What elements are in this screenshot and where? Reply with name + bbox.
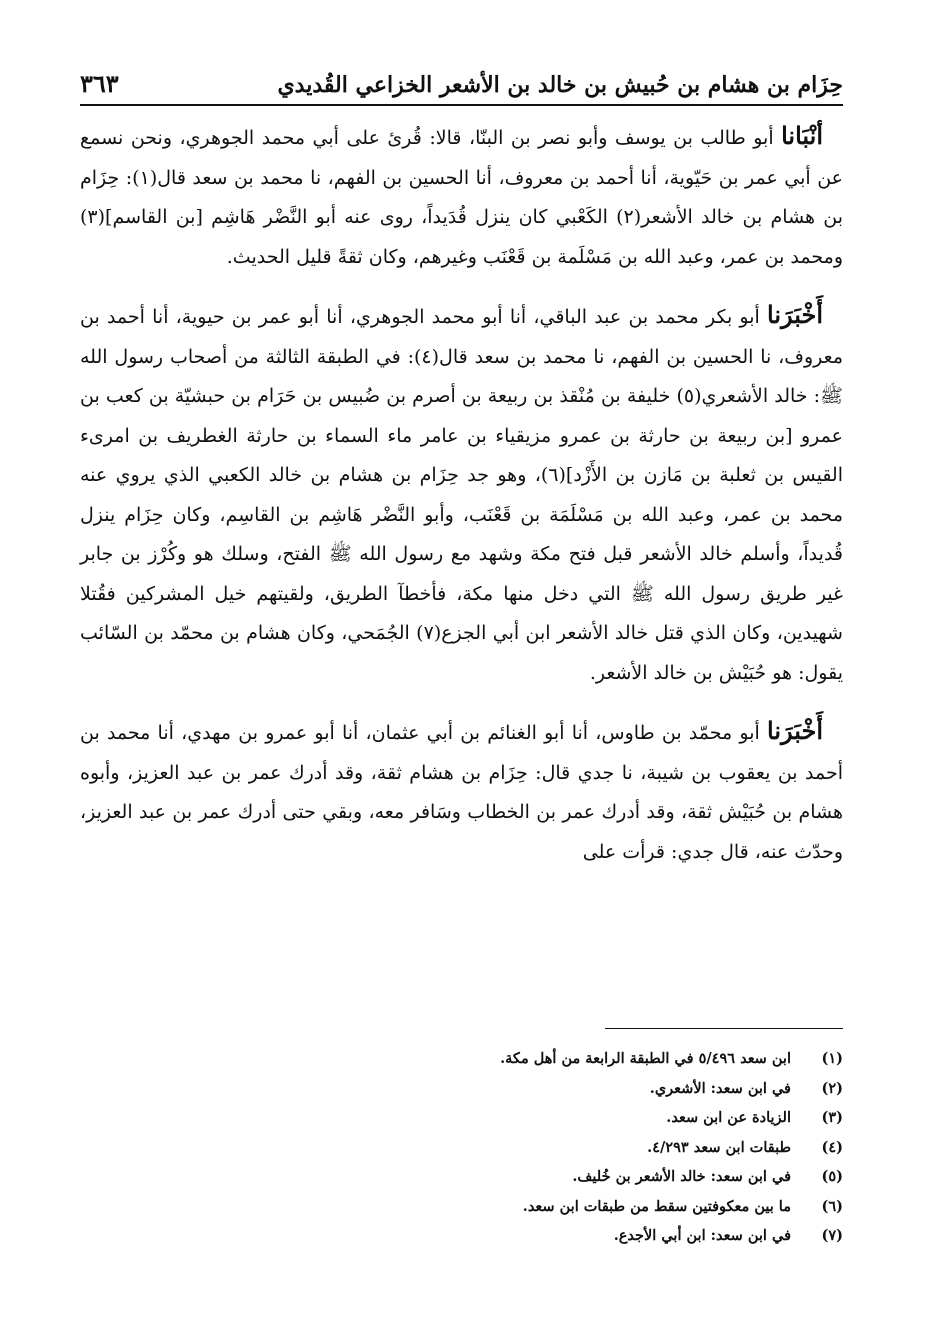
paragraph-lead: أَخْبَرَنا: [767, 300, 823, 329]
footnote-number: (١): [821, 1050, 843, 1067]
running-head: حِزَام بن هشام بن حُبيش بن خالد بن الأشعر الخزاعي القُديدي: [277, 72, 843, 98]
footnote-number: (٥): [821, 1168, 843, 1185]
footnote: [80, 1221, 843, 1251]
footnote-text: الزيادة عن ابن سعد.: [666, 1109, 791, 1126]
paragraph-text: أبو بكر محمد بن عبد الباقي، أنا أبو محمد الجوهري، أنا أبو عمر بن حيوية، أنا أحمد بن معروف، نا الحسين بن الفهم، نا محمد بن سعد قال(٤): في الطبقة الثالثة من أصحاب رسول الله ﷺ: خالد الأشعري(٥) خليفة بن مُنْقذ بن ربيعة بن أصرم بن ضُبيس بن حَرَام بن حبشيّة بن كعب بن عمرو [بن ربيعة بن حارثة بن عمرو مزيقياء بن عامر ماء السماء بن حارثة الغطريف بن امرىء القيس بن ثعلبة بن مَازن بن الأَزْد](٦)، وهو جد حِزَام بن هشام بن خالد الكعبي الذي يروي عنه محمد بن عمر، وعبد الله بن مَسْلَمَة بن قَعْنَب، وأبو النَّضْر هَاشِم بن القاسِم، وكان حِزَام ينزل قُديداً، وأسلم خالد الأشعر قبل فتح مكة وشهد مع رسول الله ﷺ الفتح، وسلك هو وكُرْز بن جابر غير طريق رسول الله ﷺ التي دخل منها مكة، فأخطآ الطريق، ولقيتهم خيل المشركين فقُتلا شهيدين، وكان الذي قتل خالد الأشعر ابن أبي الجزع(٧) الجُمَحي، وكان هشام بن محمّد بن السّائب يقول: هو حُبَيْش بن خالد الأشعر.: [80, 306, 844, 684]
footnote-text: في ابن سعد: الأشعري.: [649, 1079, 791, 1097]
paragraph-lead: أنْبَانا: [781, 121, 823, 150]
footnote-text: طبقات ابن سعد ٤/٢٩٣.: [647, 1138, 791, 1156]
footnote-number: (٣): [821, 1109, 843, 1126]
footnote: [80, 1103, 843, 1133]
footnote: [80, 1133, 843, 1163]
footnote-number: (٤): [821, 1138, 843, 1156]
footnote: [80, 1044, 843, 1074]
page-number: ٣٦٣: [80, 69, 119, 98]
body-text: [80, 116, 843, 890]
footnote-number: (٢): [821, 1079, 843, 1097]
footnote-text: في ابن سعد: خالد الأشعر بن خُليف.: [572, 1168, 791, 1185]
paragraph-lead: أَخْبَرَنا: [767, 716, 823, 745]
footnote-number: (٦): [821, 1197, 843, 1215]
footnotes: [80, 1044, 843, 1251]
footnote-text: في ابن سعد: ابن أبي الأجدع.: [613, 1227, 791, 1244]
footnote-divider: [605, 1028, 843, 1029]
paragraph-3: [80, 711, 843, 872]
paragraph-2: [80, 295, 843, 693]
footnote-text: ابن سعد ٥/٤٩٦ في الطبقة الرابعة من أهل مكة.: [500, 1050, 791, 1067]
footnote: [80, 1162, 843, 1192]
paragraph-text: أبو طالب بن يوسف وأبو نصر بن البنّا، قالا: قُرئ على أبي محمد الجوهري، ونحن نسمع عن أبي عمر بن حَيّوية، أنا أحمد بن معروف، أنا الحسين بن الفهم، نا محمد بن سعد قال(١): حِزَام بن هشام بن خالد الأشعر(٢) الكَعْبي كان ينزل قُدَيداً، روى عنه أبو النَّضْر هَاشِم [بن القاسم](٣) ومحمد بن عمر، وعبد الله بن مَسْلَمة بن قَعْنَب وغيرهم، وكان ثقةً قليل الحديث.: [80, 127, 844, 268]
page-header: [80, 48, 843, 106]
footnote: [80, 1074, 843, 1104]
footnote-number: (٧): [821, 1227, 843, 1244]
paragraph-text: أبو محمّد بن طاوس، أنا أبو الغنائم بن أبي عثمان، أنا أبو عمرو بن مهدي، أنا محمد بن أحمد بن يعقوب بن شيبة، نا جدي قال: حِزَام بن هشام ثقة، وقد أدرك عمر بن عبد العزيز، وأبوه هشام بن حُبَيْش ثقة، وقد أدرك عمر بن الخطاب وسَافر معه، وبقي حتى أدرك عمر بن عبد العزيز، وحدّث عنه، قال جدي: قرأت على: [80, 722, 843, 863]
paragraph-1: [80, 116, 843, 277]
footnote-text: ما بين معكوفتين سقط من طبقات ابن سعد.: [522, 1197, 791, 1215]
footnote: [80, 1192, 843, 1222]
